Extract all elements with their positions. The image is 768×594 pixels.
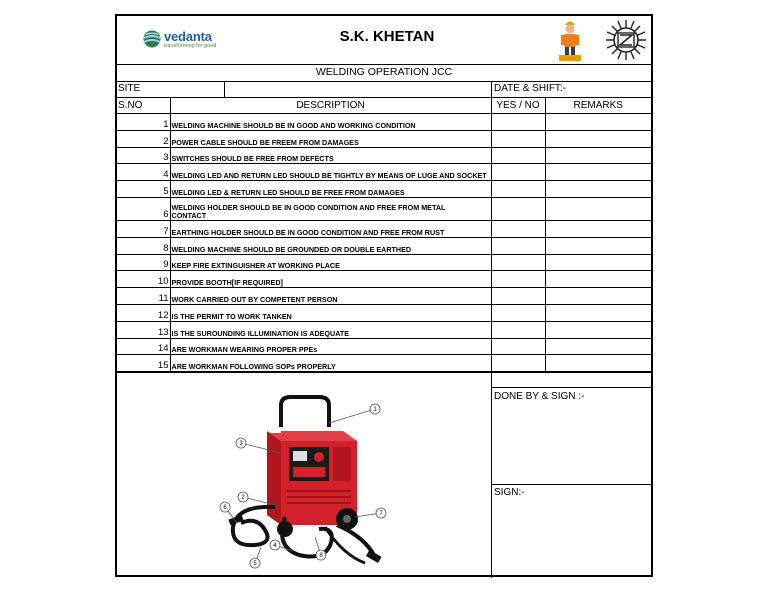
table-row — [117, 254, 651, 271]
table-row — [117, 271, 651, 288]
callout-label: 5 — [253, 561, 257, 567]
callout-marker — [370, 404, 380, 414]
row-description: IS THE PERMIT TO WORK TANKEN — [170, 304, 491, 321]
date-shift-label: DATE & SHIFT:- — [494, 83, 567, 94]
jcc-form — [115, 14, 653, 577]
callout-label: 6 — [223, 505, 227, 511]
table-row — [117, 130, 651, 147]
row-sno: 8 — [117, 237, 170, 254]
row-sno: 14 — [117, 338, 170, 355]
callout-marker — [376, 508, 386, 518]
callout-label: 2 — [241, 495, 245, 501]
callout-marker — [220, 502, 230, 512]
row-sno: 2 — [117, 130, 170, 147]
remarks-cell[interactable] — [545, 338, 651, 355]
row-sno: 9 — [117, 254, 170, 271]
row-description: WELDING MACHINE SHOULD BE GROUNDED OR DOUBLE EARTHED — [170, 237, 491, 254]
yes-no-cell[interactable] — [491, 254, 545, 271]
yes-no-cell[interactable] — [491, 271, 545, 288]
table-row — [117, 288, 651, 305]
table-row — [117, 304, 651, 321]
remarks-cell[interactable] — [545, 304, 651, 321]
callout-label: 8 — [319, 553, 323, 559]
logo-name: vedanta — [164, 29, 212, 44]
callout-marker — [250, 558, 260, 568]
table-row — [117, 114, 651, 131]
remarks-cell[interactable] — [545, 355, 651, 372]
yes-no-cell[interactable] — [491, 288, 545, 305]
column-header-remarks: REMARKS — [545, 98, 651, 114]
yes-no-cell[interactable] — [491, 237, 545, 254]
remarks-cell[interactable] — [545, 321, 651, 338]
callout-label: 1 — [373, 407, 377, 413]
done-by-sign-label: DONE BY & SIGN :- — [494, 391, 585, 402]
site-label: SITE — [118, 83, 141, 94]
remarks-cell[interactable] — [545, 288, 651, 305]
table-row — [117, 220, 651, 237]
remarks-cell[interactable] — [545, 181, 651, 198]
sign-label: SIGN:- — [494, 487, 525, 498]
column-header-yes-no: YES / NO — [491, 98, 545, 114]
remarks-cell[interactable] — [545, 220, 651, 237]
column-header-description: DESCRIPTION — [170, 98, 491, 114]
remarks-cell[interactable] — [545, 197, 651, 220]
remarks-cell[interactable] — [545, 130, 651, 147]
table-row — [117, 181, 651, 198]
row-sno: 7 — [117, 220, 170, 237]
callout-label: 7 — [379, 511, 383, 517]
divider — [491, 387, 651, 388]
company-name: S.K. KHETAN — [339, 28, 435, 45]
row-sno: 15 — [117, 355, 170, 372]
remarks-cell[interactable] — [545, 147, 651, 164]
row-description: EARTHING HOLDER SHOULD BE IN GOOD CONDITION AND FREE FROM RUST — [170, 220, 491, 237]
company-seal-icon — [605, 19, 647, 61]
remarks-cell[interactable] — [545, 254, 651, 271]
form-title: WELDING OPERATION JCC — [117, 64, 651, 82]
logo-tagline: transforming for good — [164, 43, 217, 49]
row-description: WELDING HOLDER SHOULD BE IN GOOD CONDITION AND FREE FROM METAL CONTACT — [170, 197, 491, 220]
divider — [491, 373, 492, 578]
row-description: WELDING LED & RETURN LED SHOULD BE FREE FROM DAMAGES — [170, 181, 491, 198]
site-row — [117, 81, 651, 98]
signature-section — [117, 372, 651, 578]
row-sno: 11 — [117, 288, 170, 305]
row-description: WORK CARRIED OUT BY COMPETENT PERSON — [170, 288, 491, 305]
row-description: POWER CABLE SHOULD BE FREEM FROM DAMAGES — [170, 130, 491, 147]
table-row — [117, 237, 651, 254]
yes-no-cell[interactable] — [491, 197, 545, 220]
row-description: ARE WORKMAN FOLLOWING SOPs PROPERLY — [170, 355, 491, 372]
row-description: WELDING LED AND RETURN LED SHOULD BE TIGHTLY BY MEANS OF LUGE AND SOCKET — [170, 164, 491, 181]
row-description: SWITCHES SHOULD BE FREE FROM DEFECTS — [170, 147, 491, 164]
yes-no-cell[interactable] — [491, 164, 545, 181]
column-header-sno: S.NO — [117, 98, 170, 114]
yes-no-cell[interactable] — [491, 304, 545, 321]
row-sno: 10 — [117, 271, 170, 288]
table-row — [117, 355, 651, 372]
divider — [491, 484, 651, 485]
table-row — [117, 197, 651, 220]
yes-no-cell[interactable] — [491, 355, 545, 372]
callout-marker — [270, 540, 280, 550]
row-sno: 4 — [117, 164, 170, 181]
table-header-row — [117, 98, 651, 114]
row-sno: 13 — [117, 321, 170, 338]
callout-marker — [316, 550, 326, 560]
remarks-cell[interactable] — [545, 114, 651, 131]
remarks-cell[interactable] — [545, 237, 651, 254]
yes-no-cell[interactable] — [491, 338, 545, 355]
yes-no-cell[interactable] — [491, 321, 545, 338]
divider — [491, 81, 492, 97]
remarks-cell[interactable] — [545, 271, 651, 288]
table-row — [117, 338, 651, 355]
form-header — [117, 16, 651, 65]
callout-marker — [238, 492, 248, 502]
row-description: IS THE SUROUNDING ILLUMINATION IS ADEQUATE — [170, 321, 491, 338]
remarks-cell[interactable] — [545, 164, 651, 181]
row-sno: 1 — [117, 114, 170, 131]
yes-no-cell[interactable] — [491, 220, 545, 237]
vedanta-logo — [143, 29, 263, 53]
yes-no-cell[interactable] — [491, 147, 545, 164]
callout-label: 4 — [273, 543, 277, 549]
callout-label: 3 — [239, 441, 243, 447]
yes-no-cell[interactable] — [491, 130, 545, 147]
row-sno: 12 — [117, 304, 170, 321]
safety-mascot-icon — [557, 18, 583, 62]
row-sno: 5 — [117, 181, 170, 198]
row-description: PROVIDE BOOTH[IF REQUIRED] — [170, 271, 491, 288]
checklist-table — [117, 98, 651, 372]
row-sno: 6 — [117, 197, 170, 220]
yes-no-cell[interactable] — [491, 114, 545, 131]
table-row — [117, 147, 651, 164]
row-description: WELDING MACHINE SHOULD BE IN GOOD AND WORKING CONDITION — [170, 114, 491, 131]
callout-marker — [236, 438, 246, 448]
table-row — [117, 164, 651, 181]
row-sno: 3 — [117, 147, 170, 164]
welding-machine-icon — [215, 387, 401, 571]
divider — [224, 81, 225, 97]
table-row — [117, 321, 651, 338]
yes-no-cell[interactable] — [491, 181, 545, 198]
row-description: ARE WORKMAN WEARING PROPER PPEs — [170, 338, 491, 355]
vedanta-logo-icon — [143, 30, 161, 48]
row-description: KEEP FIRE EXTINGUISHER AT WORKING PLACE — [170, 254, 491, 271]
